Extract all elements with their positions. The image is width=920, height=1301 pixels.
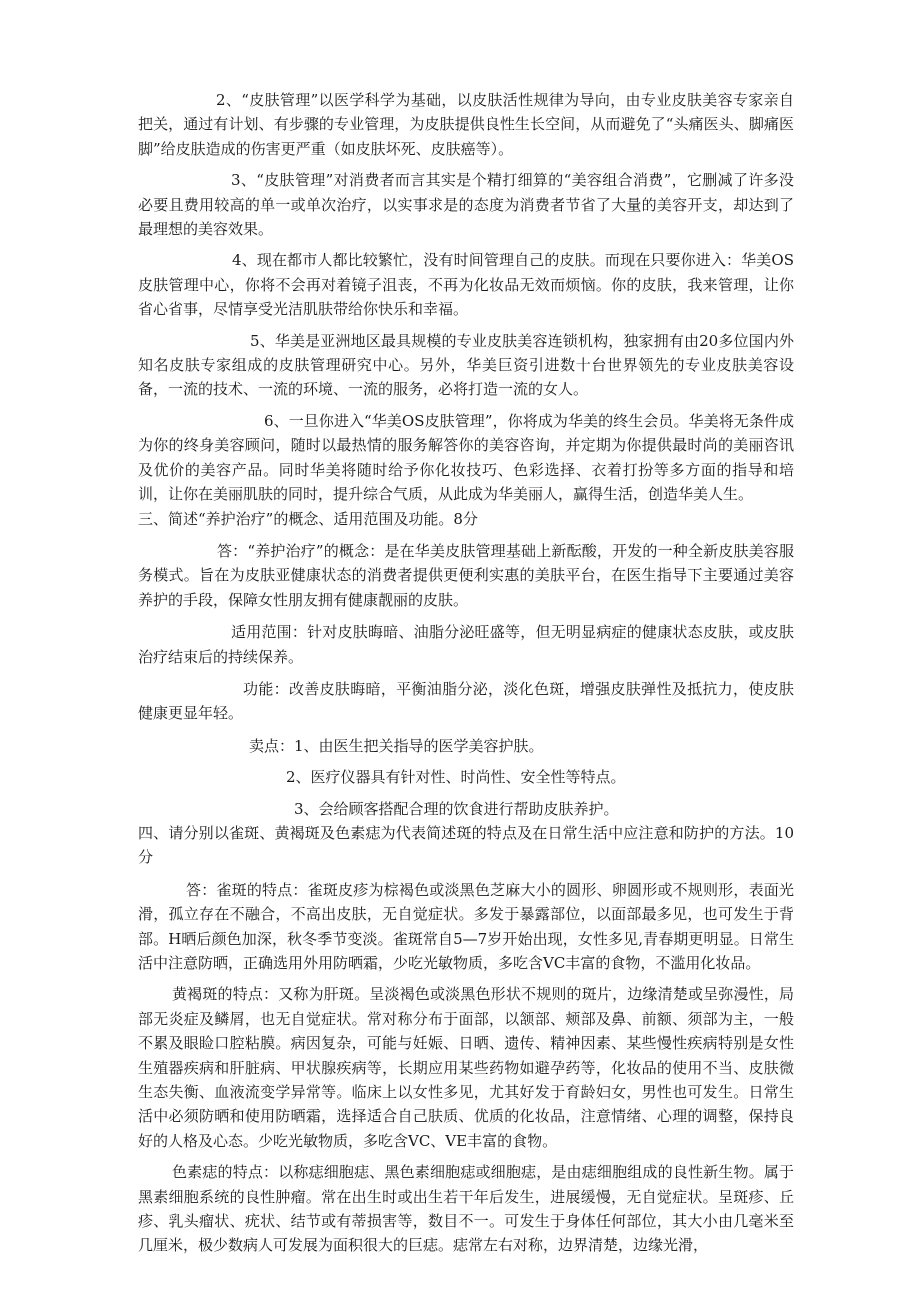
question-4-heading: 四、请分别以雀斑、黄褐斑及色素痣为代表简述斑的特点及在日常生活中应注意和防护的方法。10分 xyxy=(138,823,794,867)
item-6-paragraph: 6、一旦你进入“华美OS皮肤管理”，你将成为华美的终生会员。华美将无条件成为你的终身美容顾问，随时以最热情的服务解答你的美容咨询，并定期为你提供最时尚的美丽咨讯及优价的美容产品。同时华美将随时给予你化妆技巧、色彩选择、衣着打扮等多方面的指导和培训，让你在美丽肌肤的同时，提升综合气质，从此成为华美丽人，赢得生活，创造华美人生。 xyxy=(138,411,794,504)
question-4-chloasma: 黄褐斑的特点：又称为肝斑。呈淡褐色或淡黑色形状不规则的斑片，边缘清楚或呈弥漫性，局部无炎症及鳞屑，也无自觉症状。常对称分布于面部，以颔部、颊部及鼻、前额、须部为主，一般不累及眼睑口腔粘膜。病因复杂，可能与妊娠、日晒、遗传、精神因素、某些慢性疾病特别是女性生殖器疾病和肝脏病、甲状腺疾病等，长期应用某些药物如避孕药等，化妆品的使用不当、皮肤微生态失衡、血液流变学异常等。临床上以女性多见，尤其好发于育龄妇女，男性也可发生。日常生活中必须防晒和使用防晒霜，选择适合自己肤质、优质的化妆品，注意情绪、心理的调整，保持良好的人格及心态。少吃光敏物质，多吃含VC、VE丰富的食物。 xyxy=(138,985,794,1150)
selling-point-3: 3、会给顾客搭配合理的饮食进行帮助皮肤养护。 xyxy=(294,799,619,818)
selling-point-1: 卖点：1、由医生把关指导的医学美容护肤。 xyxy=(249,736,544,755)
question-3-scope: 适用范围：针对皮肤晦暗、油脂分泌旺盛等，但无明显病症的健康状态皮肤，或皮肤治疗结束后的持续保养。 xyxy=(138,623,794,666)
item-2-paragraph: 2、“皮肤管理”以医学科学为基础，以皮肤活性规律为导向，由专业皮肤美容专家亲自把关，通过有计划、有步骤的专业管理，为皮肤提供良性生长空间，从而避免了“头痛医头、脚痛医脚”给皮肤造成的伤害更严重（如皮肤坏死、皮肤癌等）。 xyxy=(138,91,794,158)
question-4-nevus: 色素痣的特点：以称痣细胞痣、黑色素细胞痣或细胞痣，是由痣细胞组成的良性新生物。属于黑素细胞系统的良性肿瘤。常在出生时或出生若干年后发生，进展缓慢，无自觉症状。呈斑疹、丘疹、乳头瘤状、疣状、结节或有蒂损害等，数目不一。可发生于身体任何部位，其大小由几毫米至几厘米，极少数病人可发展为面积很大的巨痣。痣常左右对称，边界清楚，边缘光滑， xyxy=(138,1163,794,1255)
item-3-paragraph: 3、“皮肤管理”对消费者而言其实是个精打细算的“美容组合消费”，它删减了许多没必要且费用较高的单一或单次治疗，以实事求是的态度为消费者节省了大量的美容开支，却达到了最理想的美容效果。 xyxy=(138,171,794,239)
item-5-paragraph: 5、华美是亚洲地区最具规模的专业皮肤美容连锁机构，独家拥有由20多位国内外知名皮肤专家组成的皮肤管理研究中心。另外，华美巨资引进数十台世界领先的专业皮肤美容设备，一流的技术、一流的环境、一流的服务，必将打造一流的女人。 xyxy=(138,331,794,399)
question-3-function: 功能：改善皮肤晦暗，平衡油脂分泌，淡化色斑，增强皮肤弹性及抵抗力，使皮肤健康更显年轻。 xyxy=(138,679,794,723)
question-3-concept: 答：“养护治疗”的概念：是在华美皮肤管理基础上新酝酸，开发的一种全新皮肤美容服务模式。旨在为皮肤亚健康状态的消费者提供更便利实惠的美肤平台，在医生指导下主要通过美容养护的手段，保障女性朋友拥有健康靓丽的皮肤。 xyxy=(138,541,794,609)
selling-point-2: 2、医疗仪器具有针对性、时尚性、安全性等特点。 xyxy=(286,768,626,787)
question-4-freckle: 答：雀斑的特点：雀斑皮疹为棕褐色或淡黑色芝麻大小的圆形、卵圆形或不规则形，表面光滑，孤立存在不融合，不高出皮肤，无自觉症状。多发于暴露部位，以面部最多见，也可发生于背部。H晒后颜色加深，秋冬季节变淡。雀斑常自5—7岁开始出现，女性多见,青春期更明显。日常生活中注意防晒，正确选用外用防晒霜，少吃光敏物质，多吃含VC丰富的食物，不滥用化妆品。 xyxy=(138,880,794,972)
document-page xyxy=(138,88,794,1258)
question-3-heading: 三、简述“养护治疗”的概念、适用范围及功能。8分 xyxy=(138,509,478,528)
item-4-paragraph: 4、现在都市人都比较繁忙，没有时间管理自己的皮肤。而现在只要你进入：华美OS皮肤管理中心，你将不会再对着镜子沮丧，不再为化妆品无效而烦恼。你的皮肤，我来管理，让你省心省事，尽情享受光洁肌肤带给你快乐和幸福。 xyxy=(138,251,794,319)
